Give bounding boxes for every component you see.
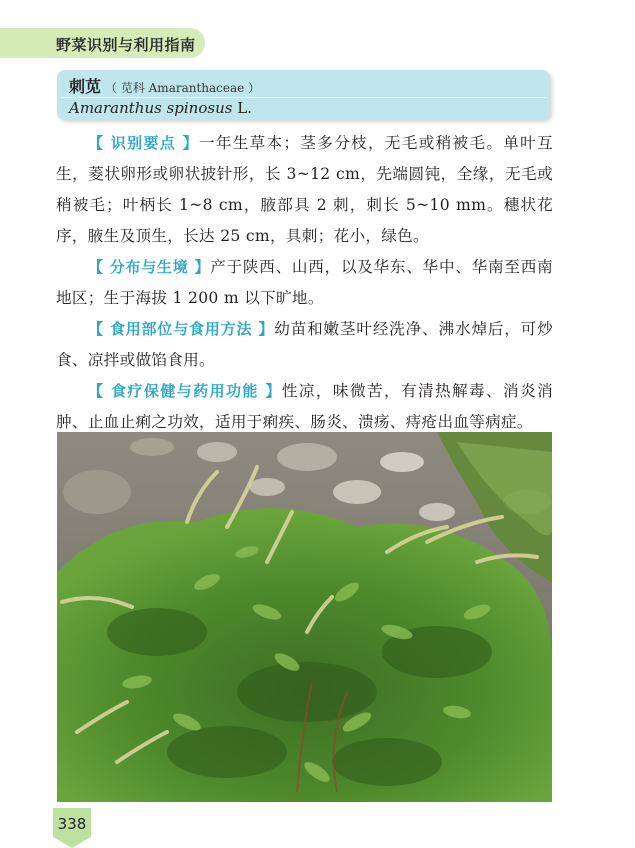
plant-photo-illustration <box>57 432 552 802</box>
plant-family: （ 苋科 Amaranthaceae ） <box>105 81 261 95</box>
latin-binomial: Amaranthus spinosus <box>69 99 233 117</box>
section-identification <box>56 128 553 252</box>
section-medicinal <box>56 376 553 438</box>
entry-body <box>56 128 553 438</box>
title-divider <box>61 97 546 98</box>
section-text: 一年生草本；茎多分枝，无毛或稍被毛。单叶互生，菱状卵形或卵状披针形，长 3~12 cm，先端圆钝，全缘，无毛或稍被毛；叶柄长 1~8 cm，腋部具 2 刺，刺长 5~10 mm。穗状花序，腋生及顶生，长达 25 cm，具刺；花小，绿色。 <box>56 134 553 245</box>
section-label: 【 食用部位与食用方法 】 <box>88 320 275 338</box>
latin-author: L. <box>232 99 252 117</box>
section-label: 【 食疗保健与药用功能 】 <box>88 382 282 400</box>
entry-title-line <box>69 74 260 96</box>
section-text: 幼苗和嫩茎叶经洗净、沸水焯后，可炒食、凉拌或做馅食用。 <box>56 320 553 369</box>
section-label: 【 识别要点 】 <box>88 134 199 152</box>
section-text: 性凉，味微苦，有清热解毒、消炎消肿、止血止痢之功效，适用于痢疾、肠炎、溃疡、痔疮出血等病症。 <box>56 382 553 431</box>
entry-title-box <box>57 70 550 120</box>
plant-photo <box>57 432 552 802</box>
page-number: 338 <box>57 815 87 833</box>
section-edible-use <box>56 314 553 376</box>
running-header: 野菜识别与利用指南 <box>56 36 196 54</box>
latin-name <box>69 99 252 117</box>
section-distribution <box>56 252 553 314</box>
section-text: 产于陕西、山西，以及华东、华中、华南至西南地区；生于海拔 1 200 m 以下旷地。 <box>56 258 553 307</box>
plant-name: 刺苋 <box>69 77 102 96</box>
section-label: 【 分布与生境 】 <box>88 258 211 276</box>
